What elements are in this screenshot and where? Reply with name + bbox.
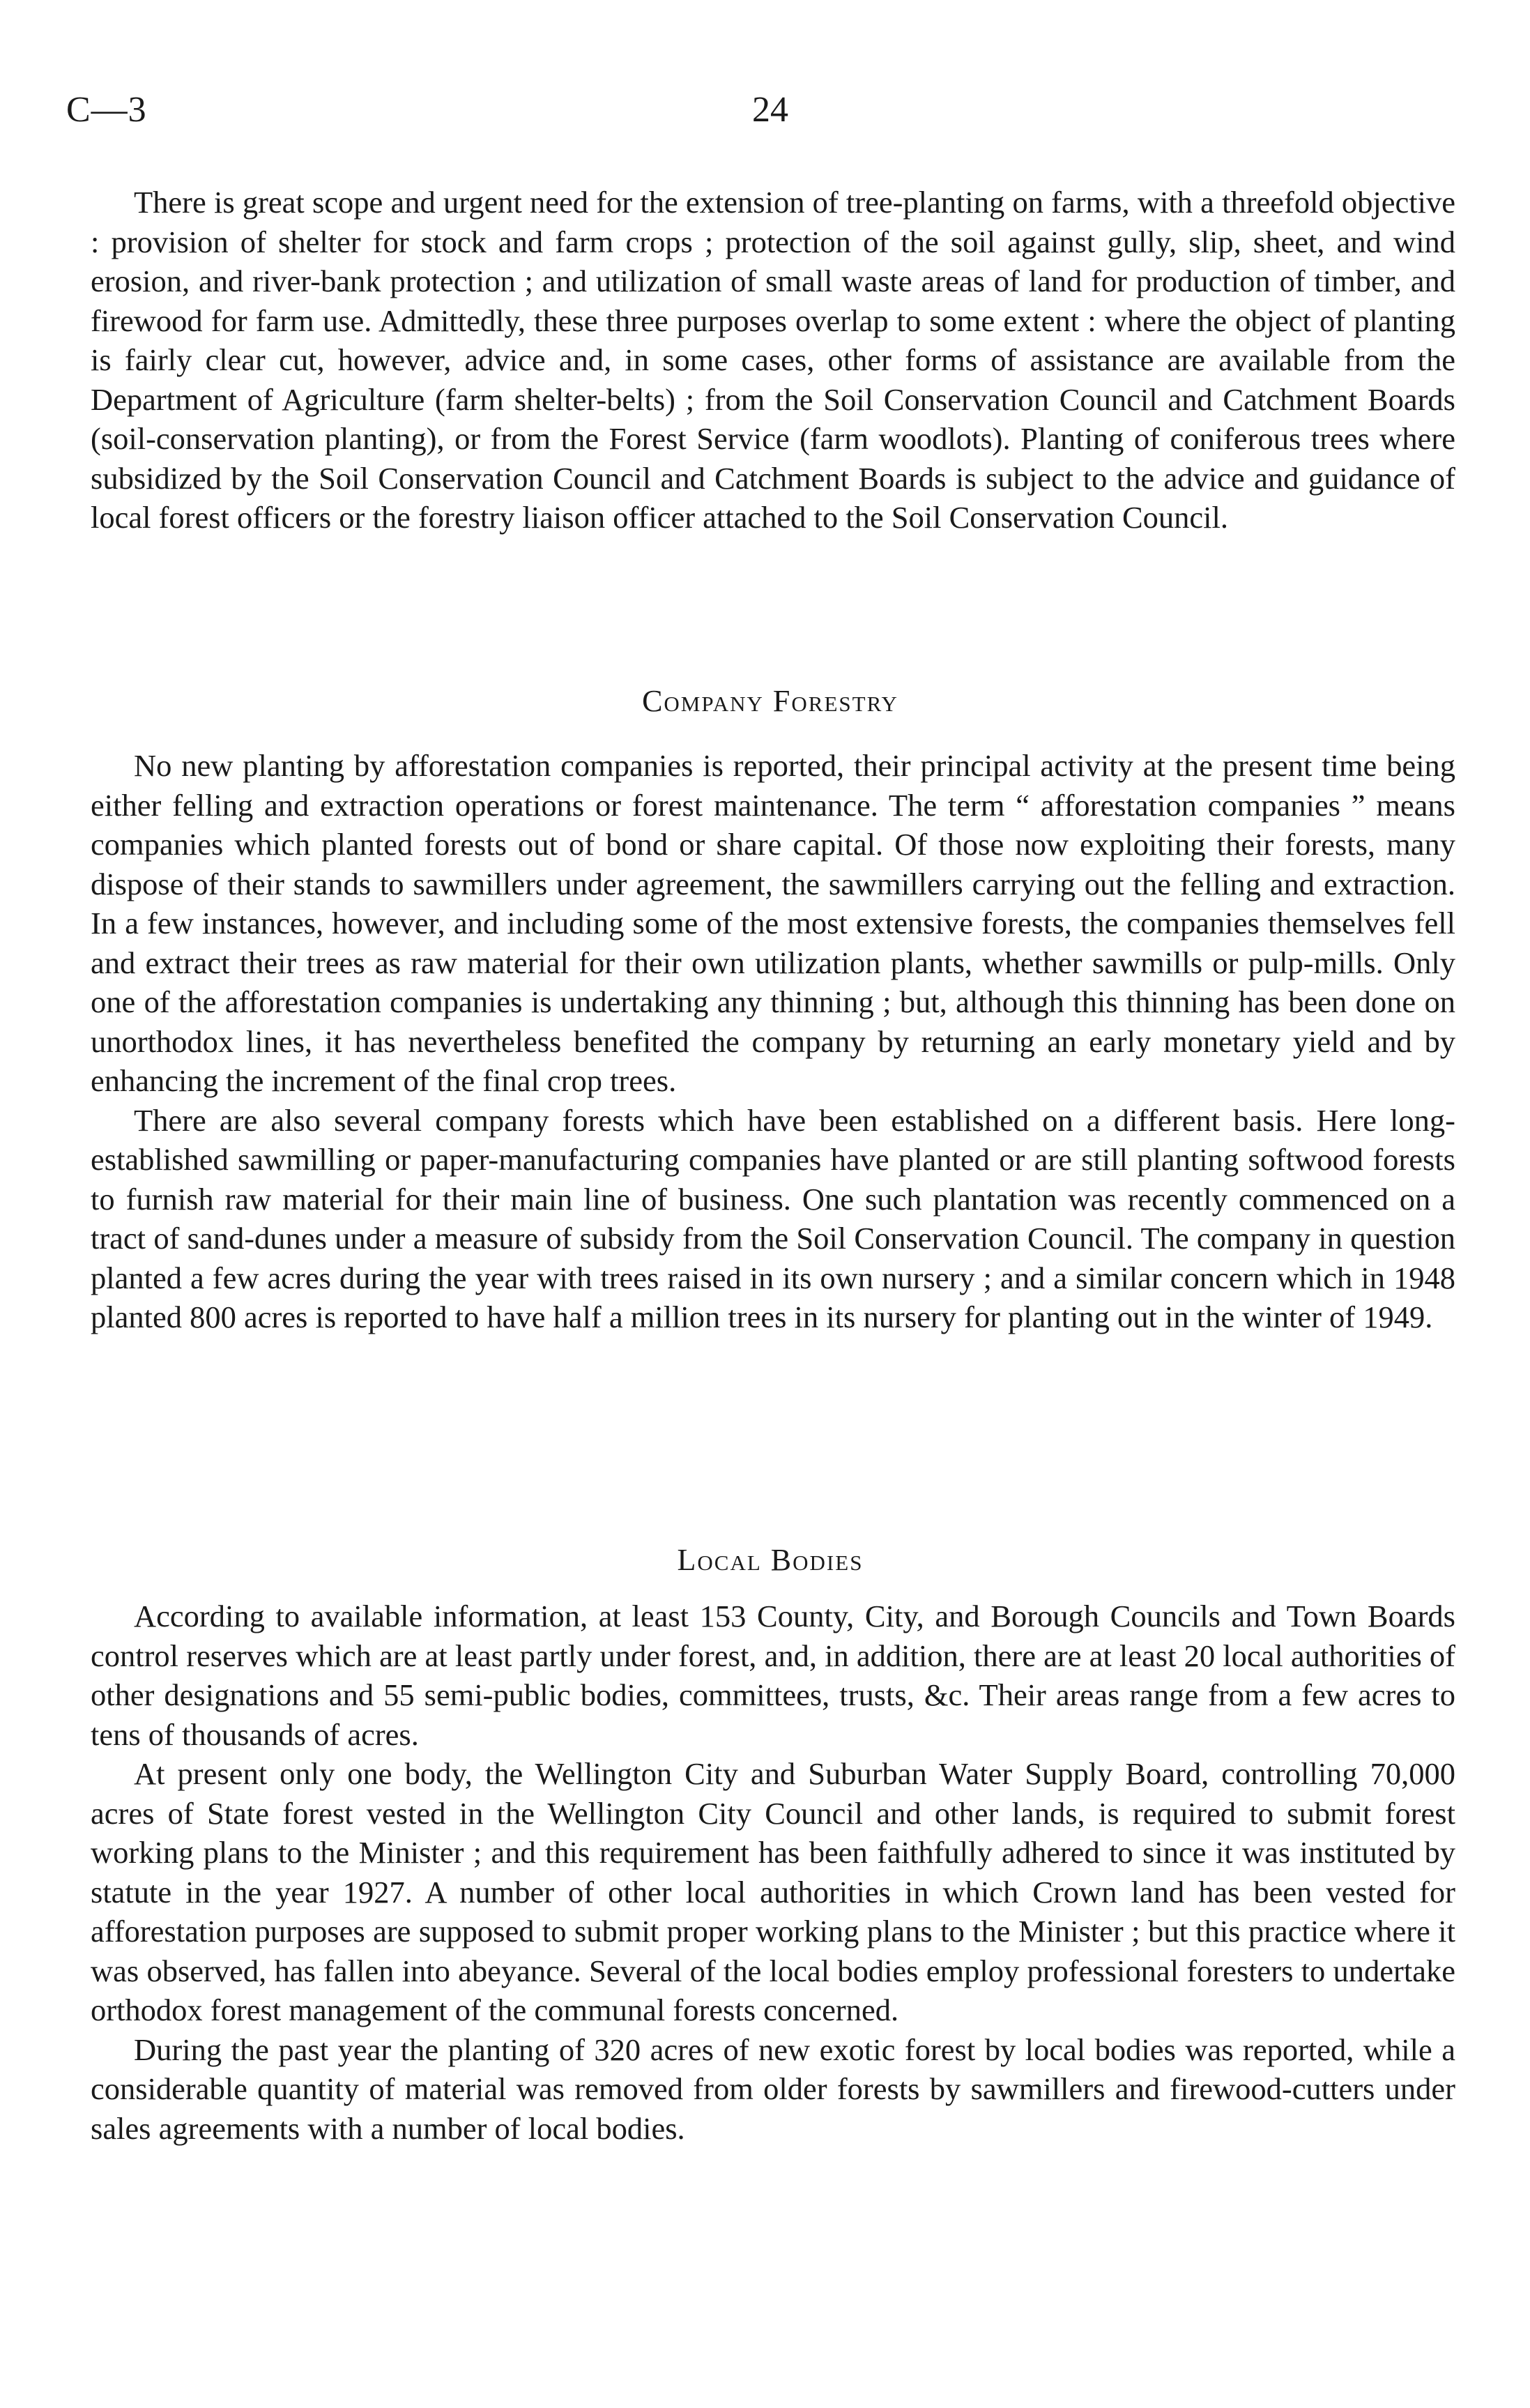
page-number: 24 — [752, 90, 788, 130]
local-bodies-paragraph-2: At present only one body, the Wellington City and Suburban Water Supply Board, controlling 70,000 acres of State forest vested in the Wellington City Council and other lands, is required to submit forest working plans to the Minister ; and this requirement has been faithfully adhered to since it was instituted by statute in the year 1927. A number of other local authorities in which Crown land has been vested for afforestation purposes are supposed to submit proper working plans to the Minister ; but this practice where it was observed, has fallen into abeyance. Several of the local bodies employ professional foresters to undertake orthodox forest management of the communal forests concerned. — [91, 1756, 1455, 2027]
company-forestry-paragraph-2: There are also several company forests which have been established on a different basis. Here long-established sawmilling or paper-manufacturing companies have planted or are still planting softwood forests to furnish raw material for their main line of business. One such plantation was recently commenced on a tract of sand-dunes under a measure of subsidy from the Soil Conservation Council. The company in question planted a few acres during the year with trees raised in its own nursery ; and a similar concern which in 1948 planted 800 acres is reported to have half a million trees in its nursery for planting out in the winter of 1949. — [91, 1102, 1455, 1334]
local-bodies-paragraph-1: According to available information, at least 153 County, City, and Borough Councils and Town Boards control reserves which are at least partly under forest, and, in addition, there are at least 20 local authorities of other designations and 55 semi-public bodies, committees, trusts, &c. Their areas range from a few acres to tens of thousands of acres. — [91, 1599, 1455, 1752]
local-bodies-paragraph-3: During the past year the planting of 320 acres of new exotic forest by local bodies was reported, while a considerable quantity of material was removed from older forests by sawmillers and firewood-cutters under sales agreements with a number of local bodies. — [91, 2032, 1455, 2146]
intro-paragraph: There is great scope and urgent need for the extension of tree-planting on farms, with a threefold objective : provision of shelter for stock and farm crops ; protection of the soil against gully, slip, sheet, and wind erosion, and river-bank protection ; and utilization of small waste areas of land for production of timber, and firewood for farm use. Admittedly, these three purposes overlap to some extent : where the object of planting is fairly clear cut, however, advice and, in some cases, other forms of assistance are available from the Department of Agriculture (farm shelter-belts) ; from the Soil Conservation Council and Catchment Boards (soil-conservation planting), or from the Forest Service (farm woodlots). Planting of coniferous trees where subsidized by the Soil Conservation Council and Catchment Boards is subject to the advice and guidance of local forest officers or the forestry liaison officer attached to the Soil Conservation Council. — [91, 185, 1455, 535]
company-forestry-section — [91, 746, 1455, 1337]
company-forestry-paragraph-1: No new planting by afforestation companies is reported, their principal activity at the present time being either felling and extraction operations or forest maintenance. The term “ afforestation companies ” means companies which planted forests out of bond or share capital. Of those now exploiting their forests, many dispose of their stands to sawmillers under agreement, the sawmillers carrying out the felling and extraction. In a few instances, however, and including some of the most extensive forests, the companies themselves fell and extract their trees as raw material for their own utilization plants, whether sawmills or pulp-mills. Only one of the afforestation companies is undertaking any thinning ; but, although this thinning has been done on unorthodox lines, it has nevertheless benefited the company by returning an early monetary yield and by enhancing the increment of the final crop trees. — [91, 748, 1455, 1098]
intro-section — [91, 183, 1455, 538]
local-bodies-heading: Local Bodies — [677, 1543, 864, 1577]
company-forestry-heading: Company Forestry — [642, 684, 898, 718]
document-reference: C—3 — [66, 90, 147, 130]
local-bodies-section — [91, 1597, 1455, 2148]
